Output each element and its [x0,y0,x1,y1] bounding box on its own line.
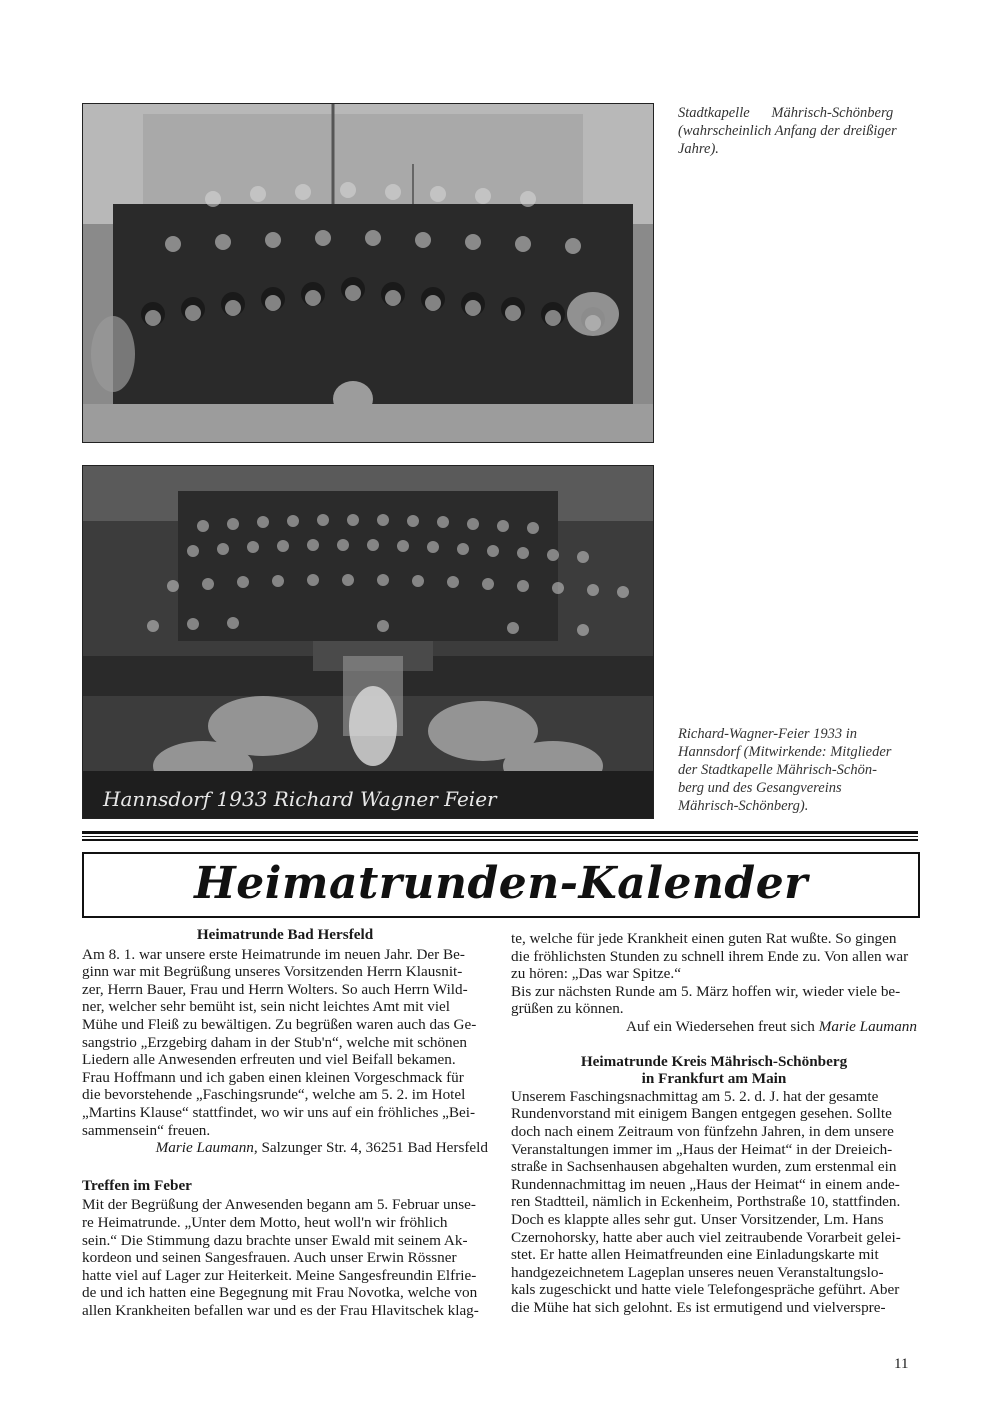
text-line: die bevorstehende „Faschingsrunde“, welche am 5. 2. im Hotel [82,1086,466,1104]
text-line: ner, welcher sehr bemüht ist, sein nicht leichtes Amt mit viel [82,998,451,1016]
author-name: Marie Laumann, [155,1139,258,1157]
caption-line: Jahre). [678,141,719,157]
photo-caption-wagner-feier [678,725,923,815]
text-line: kals zugeschickt und hatte viele Telefongespräche geführt. Aber [511,1281,900,1299]
text-line: Liedern alle Anwesenden erfreuten und viel Beifall bekamen. [82,1051,456,1069]
text-line: Bis zur nächsten Runde am 5. März hoffen wir, wieder viele be- [511,982,901,1000]
text-line: te, welche für jede Krankheit einen guten Rat wußte. So gingen [511,930,897,947]
photo-stadtkapelle [82,103,654,443]
text-line: die Mühe hat sich gelohnt. Es ist ermutigend und vielverspre- [511,1298,886,1316]
band-photo-illustration [83,104,653,442]
separator-rule [82,831,918,834]
text-line: ren Stadtteil, nämlich in Eckenheim, Porthstraße 10, stattfinden. [511,1193,901,1211]
text-line: Doch es klappte alles sehr gut. Unser Vorsitzender, Lm. Hans [511,1210,884,1228]
text-line: Am 8. 1. war unsere erste Heimatrunde im neuen Jahr. Der Be- [82,945,465,963]
text-line: Czernohorsky, hatte aber auch viel zeitraubende Vorarbeit gelei- [511,1228,901,1246]
caption-line: (wahrscheinlich Anfang der dreißiger [678,123,897,139]
text-line: grüßen zu können. [511,1000,624,1018]
article-signature [82,1139,488,1157]
caption-line: Stadtkapelle Mährisch-Schönberg [678,105,894,121]
text-line: re Heimatrunde. „Unter dem Motto, heut woll'n wir fröhlich [82,1213,448,1231]
right-column [511,930,917,1316]
separator-rule [82,839,918,841]
caption-line: der Stadtkapelle Mährisch-Schön- [678,762,877,778]
farewell-signature [511,1018,917,1036]
left-column [82,926,488,1319]
page-number: 11 [894,1356,909,1372]
section-heading: in Frankfurt am Main [641,1070,787,1088]
text-line: kordeon und seinen Sangesfrauen. Auch unser Erwin Rössner [82,1249,457,1267]
text-line: Unserem Faschingsnachmittag am 5. 2. d. J. hat der gesamte [511,1087,879,1105]
text-line: Veranstaltungen immer im „Haus der Heimat“ in der Dreieich- [511,1140,893,1158]
text-line: die fröhlichsten Stunden zu schnell ihrem Ende zu. Von allen war [511,947,909,965]
text-line: straße in Sachsenhausen abgehalten wurden, zum erstenmal ein [511,1158,897,1176]
photo-caption-stadtkapelle [678,104,923,158]
text-line: Mühe und Fleiß zu bewältigen. Zu begrüßen waren auch das Ge- [82,1015,477,1033]
farewell-text: Auf ein Wiedersehen freut sich [626,1017,819,1035]
article-body [511,1088,917,1317]
text-line: ginn war mit Begrüßung unseres Vorsitzenden Herrn Klausnit- [82,963,463,981]
choir-photo-illustration [83,466,653,818]
text-line: Rundennachmittag im neuen „Haus der Heimat“ in einem ande- [511,1175,900,1193]
text-line: allen Krankheiten befallen war und es der Frau Hlavitschek klag- [82,1301,479,1319]
text-line: sammensein“ freuen. [82,1121,211,1139]
separator-rule [82,836,918,837]
author-name: Marie Laumann [818,1017,917,1035]
text-line: zer, Herrn Bauer, Frau und Herrn Wolters. So auch Herrn Wild- [82,980,468,998]
text-line: stet. Er hatte allen Heimatfreunden eine Einladungskarte mit [511,1246,879,1264]
text-line: hatte viel auf Lager zur Heiterkeit. Meine Sangesfreundin Elfrie- [82,1266,477,1284]
text-line: de und ich hatten eine Begegnung mit Frau Novotka, welche von [82,1284,478,1302]
text-line: zu hören: „Das war Spitze.“ [511,965,681,983]
photo-inscription: Hannsdorf 1933 Richard Wagner Feier [103,787,497,811]
caption-line: Richard-Wagner-Feier 1933 in [678,726,858,742]
banner-title: Heimatrunden-Kalender [194,858,808,909]
caption-line: berg und des Gesangvereins [678,780,842,796]
text-line: Frau Hoffmann und ich gaben einen kleinen Vorgeschmack für [82,1068,464,1086]
section-heading: Heimatrunde Kreis Mährisch-Schönberg [580,1052,848,1070]
section-banner [82,852,920,918]
caption-line: Mährisch-Schönberg). [678,798,809,814]
text-line: Mit der Begrüßung der Anwesenden begann am 5. Februar unse- [82,1196,476,1214]
article-body [82,1196,488,1319]
article-body [82,946,488,1157]
photo-wagner-feier [82,465,654,819]
section-heading: Treffen im Feber [82,1176,192,1194]
section-heading: Heimatrunde Bad Hersfeld [196,926,374,943]
author-address: Salzunger Str. 4, 36251 Bad Hersfeld [257,1139,488,1157]
text-line: doch nach einem Zeitraum von fünfzehn Jahren, in dem unsere [511,1122,894,1140]
text-line: Rundenvorstand mit einigem Bangen entgegen gesehen. Sollte [511,1105,892,1123]
text-line: „Martins Klause“ stattfindet, wo wir uns auf ein fröhliches „Bei- [82,1103,476,1121]
text-line: sangstrio „Erzgebirg daham in der Stub'n“, welche mit schönen [82,1033,467,1051]
text-line: sein.“ Die Stimmung dazu brachte unser Ewald mit seinem Ak- [82,1231,468,1249]
caption-line: Hannsdorf (Mitwirkende: Mitglieder [678,744,892,760]
text-line: handgezeichnetem Lageplan unseres neuen Veranstaltungslo- [511,1263,884,1281]
